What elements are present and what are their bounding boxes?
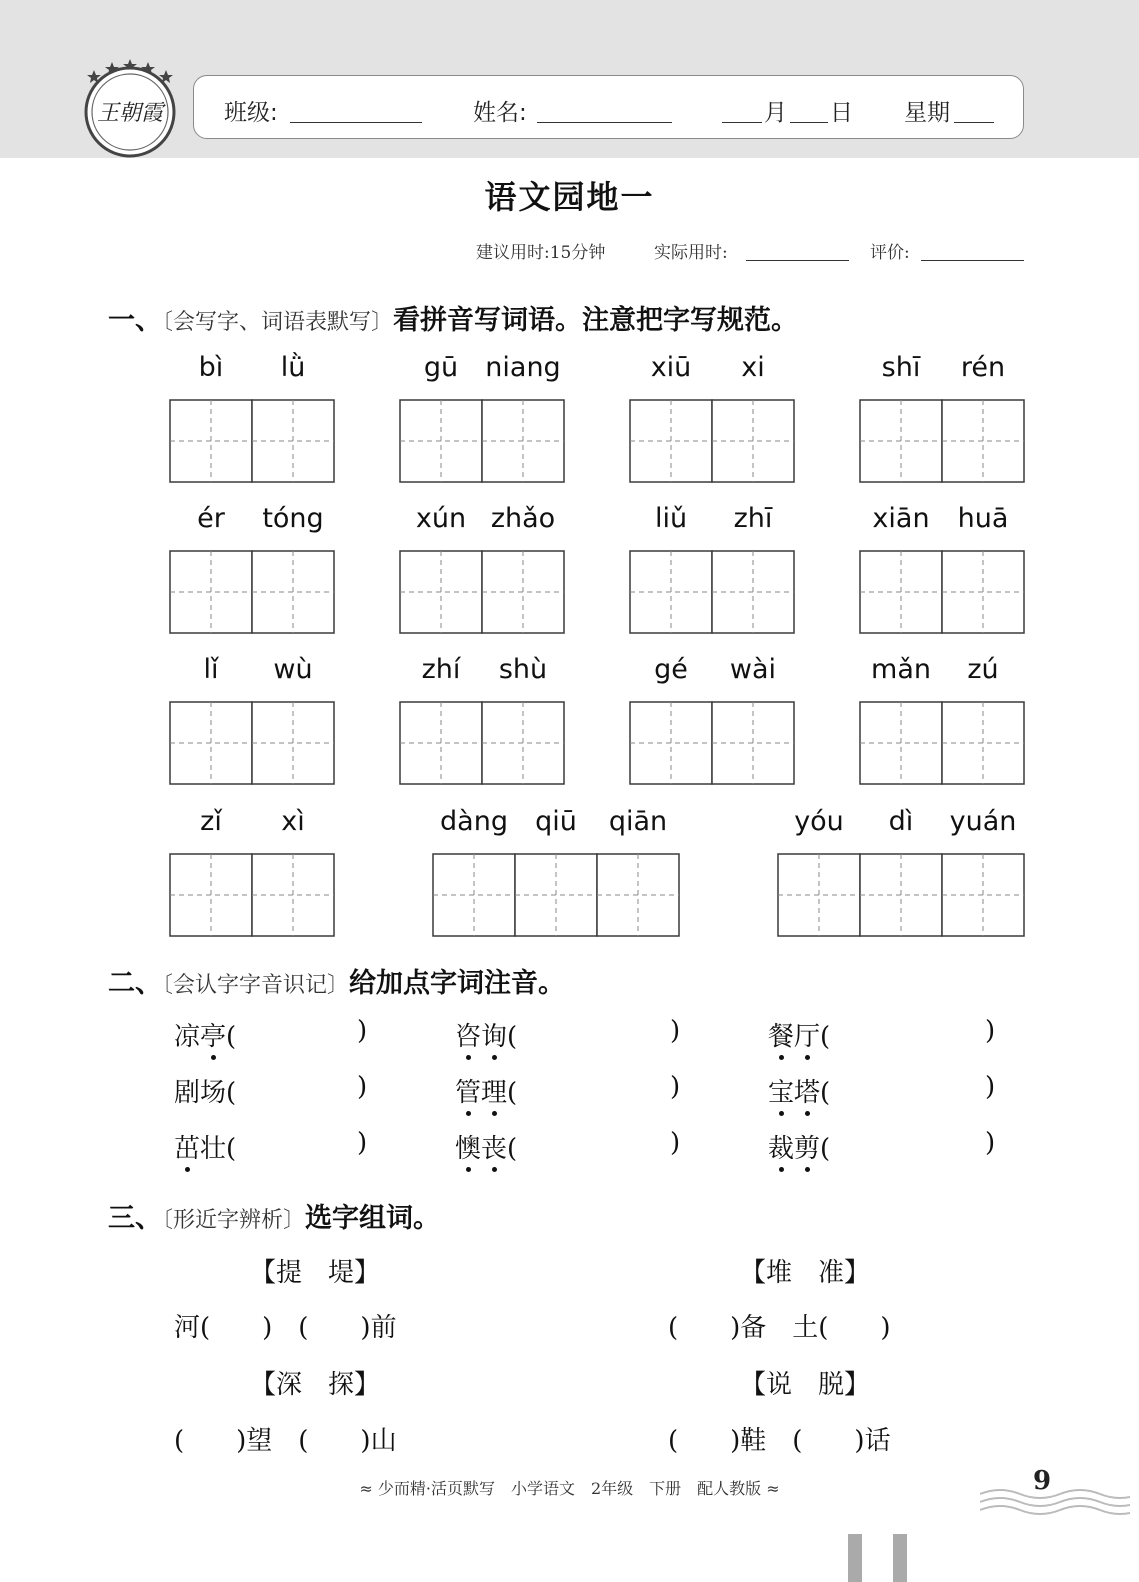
dotted-character: 理 [481,1072,507,1109]
pinyin-label: dì [888,806,914,837]
character: 壮 [200,1134,227,1164]
dotted-character: 茁 [174,1128,200,1165]
pinyin-label: zhī [733,503,773,534]
publisher-logo [80,56,180,160]
section3-instruction: 选字组词。 [305,1203,441,1234]
writing-grid[interactable] [629,701,795,785]
paren-open: ( [226,1022,237,1052]
writing-grid[interactable] [169,550,335,634]
writing-grid[interactable] [859,701,1025,785]
paren-open: ( [507,1022,518,1052]
pinyin-label: shù [498,654,548,685]
pinyin-label: qiān [608,806,668,837]
pinyin-answer-blank[interactable] [838,1016,975,1050]
option-group: 【深 探】 [250,1370,381,1400]
pinyin-answer-blank[interactable] [244,1128,347,1162]
writing-grid[interactable] [777,853,1025,937]
writing-grid[interactable] [629,399,795,483]
character: 剧 [174,1078,201,1108]
dotted-character: 宝 [768,1072,794,1109]
annotation-item [455,1128,517,1165]
writing-grid[interactable] [859,399,1025,483]
suggested-time: 建议用时:15分钟 [476,243,606,263]
annotation-item [455,1072,517,1109]
footer-text: ≈ 少而精·活页默写 小学语文 2年级 下册 配人教版 ≈ [359,1479,780,1498]
paren-open: ( [226,1078,237,1108]
pinyin-label: huā [957,503,1009,534]
annotation-item [455,1016,517,1053]
annotation-item [174,1016,236,1053]
annotation-item [768,1072,830,1109]
dotted-character: 塔 [794,1072,820,1109]
word-blank-line[interactable]: ( )鞋 ( )话 [668,1426,891,1456]
pinyin-label: lǐ [203,654,219,685]
pinyin-label: xì [281,806,305,837]
writing-grid[interactable] [399,701,565,785]
pinyin-label: wù [273,654,313,685]
section3-tag: 〔形近字辨析〕 [162,1208,306,1233]
day-field[interactable] [790,122,828,123]
day-label: 日 [830,100,853,126]
pinyin-label: xiān [872,503,930,534]
dotted-character: 管 [455,1072,481,1109]
annotation-item [768,1128,830,1165]
pinyin-answer-blank[interactable] [244,1072,347,1106]
student-info-box [193,75,1024,139]
pinyin-label: xiū [650,352,692,383]
character: 场 [200,1078,227,1108]
class-field[interactable] [290,122,422,123]
pinyin-label: liǔ [654,503,688,534]
dotted-character: 亭 [200,1016,226,1053]
pinyin-answer-blank[interactable] [244,1016,347,1050]
section2-number: 二、 [108,968,162,999]
paren-open: ( [820,1134,831,1164]
weekday-label: 星期 [904,100,950,126]
writing-grid[interactable] [859,550,1025,634]
section2-heading [108,961,565,1000]
dotted-character: 剪 [794,1128,820,1165]
name-field[interactable] [537,122,672,123]
page-title: 语文园地一 [484,178,655,216]
paren-close: ) [985,1016,996,1046]
section3-number: 三、 [108,1203,162,1234]
pinyin-answer-blank[interactable] [838,1128,975,1162]
pinyin-answer-blank[interactable] [525,1072,660,1106]
writing-grid[interactable] [629,550,795,634]
annotation-item [174,1128,236,1165]
pinyin-label: rén [960,352,1006,383]
writing-grid[interactable] [432,853,680,937]
pinyin-label: zú [967,654,999,685]
evaluation-label: 评价: [870,243,910,263]
section1-heading [108,298,798,337]
section1-number: 一、 [108,305,162,336]
pinyin-label: mǎn [871,654,931,685]
section2-tag: 〔会认字字音识记〕 [162,973,350,998]
paren-open: ( [507,1134,518,1164]
class-label: 班级: [224,100,278,126]
paren-open: ( [226,1134,237,1164]
paren-open: ( [820,1078,831,1108]
paren-close: ) [670,1128,681,1158]
actual-time-field[interactable] [746,260,849,261]
option-group: 【堆 准】 [740,1258,871,1288]
pinyin-label: zhí [421,654,461,685]
pinyin-label: dàng [440,806,508,837]
weekday-field[interactable] [954,122,994,123]
binding-mark [848,1534,862,1582]
binding-mark [893,1534,907,1582]
pinyin-answer-blank[interactable] [525,1128,660,1162]
writing-grid[interactable] [399,399,565,483]
paren-close: ) [357,1128,368,1158]
dotted-character: 厅 [794,1016,820,1053]
paren-close: ) [985,1072,996,1102]
month-label: 月 [764,100,787,126]
section1-tag: 〔会写字、词语表默写〕 [162,310,394,335]
paren-open: ( [507,1078,518,1108]
writing-grid[interactable] [399,550,565,634]
pinyin-label: xún [415,503,467,534]
word-blank-line[interactable]: ( )望 ( )山 [174,1426,397,1456]
paren-close: ) [985,1128,996,1158]
pinyin-label: ér [197,503,225,534]
writing-grid[interactable] [169,853,335,937]
dotted-character: 餐 [768,1016,794,1053]
logo-text: 王朝霞 [96,101,164,126]
wave-decoration [980,1480,1130,1520]
name-label: 姓名: [473,100,527,126]
paren-close: ) [357,1072,368,1102]
paren-open: ( [820,1022,831,1052]
dotted-character: 丧 [481,1128,507,1165]
option-group: 【提 堤】 [250,1258,381,1288]
paren-close: ) [357,1016,368,1046]
section3-heading [108,1196,440,1235]
dotted-character: 咨 [455,1016,481,1053]
word-blank-line[interactable]: 河( ) ( )前 [174,1313,397,1343]
dotted-character: 裁 [768,1128,794,1165]
writing-grid[interactable] [169,399,335,483]
annotation-item [174,1072,236,1109]
option-group: 【说 脱】 [740,1370,871,1400]
pinyin-label: xi [741,352,765,383]
dotted-character: 懊 [455,1128,481,1165]
pinyin-label: gū [423,352,459,383]
evaluation-field[interactable] [921,260,1024,261]
pinyin-label: qiū [535,806,577,837]
section2-instruction: 给加点字词注音。 [349,968,566,999]
paren-close: ) [670,1016,681,1046]
month-field[interactable] [722,122,762,123]
pinyin-label: yuán [949,806,1017,837]
character: 凉 [174,1022,201,1052]
pinyin-label: niang [485,352,561,383]
page-number: 9 [1033,1466,1052,1496]
pinyin-label: shī [881,352,921,383]
pinyin-label: zhǎo [490,503,556,534]
word-blank-line[interactable]: ( )备 土( ) [668,1313,891,1343]
pinyin-label: tóng [262,503,324,534]
paren-close: ) [670,1072,681,1102]
pinyin-label: yóu [794,806,844,837]
actual-time-label: 实际用时: [654,243,728,263]
pinyin-label: lǜ [280,352,306,383]
writing-grid[interactable] [169,701,335,785]
pinyin-label: gé [654,654,688,685]
section1-instruction: 看拼音写词语。注意把字写规范。 [393,305,799,336]
pinyin-answer-blank[interactable] [838,1072,975,1106]
annotation-item [768,1016,830,1053]
pinyin-answer-blank[interactable] [525,1016,660,1050]
pinyin-label: wài [729,654,777,685]
dotted-character: 询 [481,1016,507,1053]
pinyin-label: zǐ [200,806,222,837]
pinyin-label: bì [198,352,224,383]
